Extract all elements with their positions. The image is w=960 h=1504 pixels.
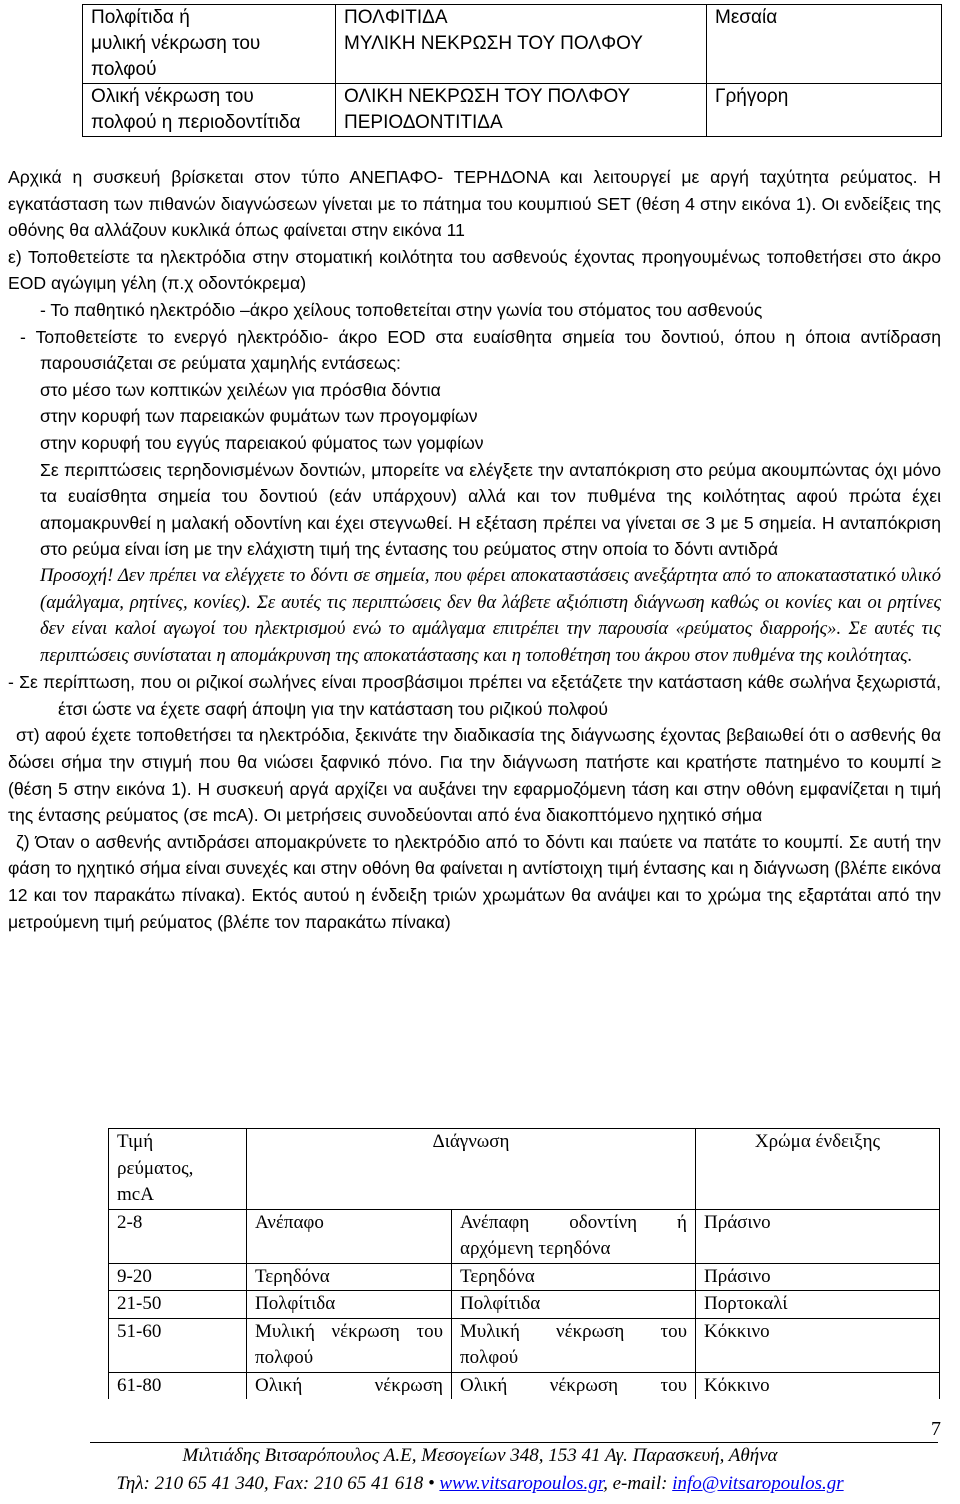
cell-text: Μυλική νέκρωση του xyxy=(460,1320,687,1342)
table-cell: Τερηδόνα xyxy=(452,1263,696,1291)
paragraph-carious-teeth: Σε περιπτώσεις τερηδονισμένων δοντιών, μπορείτε να ελέγξετε την ανταπόκριση στο ρεύμα ακουμπώντας όχι μόνο τα ευαίσθητα σημεία του δοντιού (εάν υπάρχουν) αλλά και τον πυθμένα της κοιλότητας αφού πρώτα έχει απομακρυνθεί η μαλακή οδοντίνη και έχει στεγνωθεί. Η εξέταση πρέπει να γίνεται σε 3 με 5 σημεία. Η ανταπόκριση στο ρεύμα είναι ίση με την ελάχιστη τιμή της έντασης του ρεύματος στην οποία το δόντι αντιδρά xyxy=(40,459,941,560)
paragraph-warning: Προσοχή! Δεν πρέπει να ελέγχετε το δόντι σε σημεία, που φέρει αποκαταστάσεις ανεξάρτητα από το αποκαταστατικό υλικό (αμάλγαμα, ρητίνες, κονίες). Σε αυτές τις περιπτώσεις δεν θα λάβετε αξιόπιστη διάγνωση καθώς οι κονίες και οι ρητίνες δεν είναι καλοί αγωγοί του ηλεκτρισμού ενώ το αμάλγαμα επιτρέπει την παρουσία «ρεύματος διαρροής». Σε αυτές τις περιπτώσεις συνίσταται η απομάκρυνση της αποκατάστασης και η τοποθέτηση του άκρου στον πυθμένα της κοιλότητας. xyxy=(40,564,941,666)
table-row xyxy=(109,1209,940,1263)
cell-text: ΠΕΡΙΟΔΟΝΤΙΤΙΔΑ xyxy=(344,112,503,133)
cell-text: πολφού xyxy=(91,59,157,80)
cell-text: Ολική νέκρωση του xyxy=(91,86,254,107)
table-cell: Κόκκινο xyxy=(696,1372,940,1399)
table-cell: 61-80 xyxy=(109,1372,247,1399)
diagnosis-speed-table xyxy=(82,4,942,137)
table-cell: 51-60 xyxy=(109,1318,247,1372)
page-number: 7 xyxy=(931,1418,941,1440)
table-cell: Ανέπαφο xyxy=(247,1209,452,1263)
table-cell: 2-8 xyxy=(109,1209,247,1263)
table-cell xyxy=(336,84,707,137)
table-cell: Τερηδόνα xyxy=(247,1263,452,1291)
table-cell: Κόκκινο xyxy=(696,1318,940,1372)
cell-text: μυλική νέκρωση του xyxy=(91,33,261,54)
cell-text: πολφού xyxy=(460,1347,519,1368)
footer-company-address: Μιλτιάδης Βιτσαρόπουλος Α.Ε, Μεσογείων 348, 153 41 Αγ. Παρασκευή, Αθήνα xyxy=(182,1445,778,1466)
table-cell: Πορτοκαλί xyxy=(696,1291,940,1319)
body-text xyxy=(8,164,941,935)
footer-phone-fax: Τηλ: 210 65 41 340, Fax: 210 65 41 618 • xyxy=(116,1473,440,1494)
table-row xyxy=(109,1263,940,1291)
list-item: στην κορυφή των παρειακών φυμάτων των προγομφίων xyxy=(40,406,478,427)
table-cell: Μυλική νέκρωση του πολφού xyxy=(247,1318,452,1372)
table-cell: Ολική νέκρωση xyxy=(247,1372,452,1399)
website-link[interactable]: www.vitsaropoulos.gr xyxy=(439,1473,604,1494)
list-item: στο μέσο των κοπτικών χειλέων για πρόσθια δόντια xyxy=(40,379,441,400)
paragraph-active-electrode: - Τοποθετείστε το ενεργό ηλεκτρόδιο- άκρο EOD στα ευαίσθητα σημεία του δοντιού, όπου η όποια αντίδραση παρουσιάζεται σε ρεύματα χαμηλής εντάσεως: xyxy=(20,326,941,374)
paragraph-step-e: ε) Τοποθετείστε τα ηλεκτρόδια στην στοματική κοιλότητα του ασθενούς έχοντας προηγουμένως τοποθετήσει στο άκρο EOD αγώγιμη γέλη (π.χ οδοντόκρεμα) xyxy=(8,246,941,294)
table-row xyxy=(83,5,942,84)
cell-text: ρεύματος, xyxy=(117,1157,194,1179)
table-cell: Πράσινο xyxy=(696,1263,940,1291)
cell-text: mcA xyxy=(117,1184,154,1205)
table-cell: Ολική νέκρωση του xyxy=(452,1372,696,1399)
cell-text: ΠΟΛΦΙΤΙΔΑ xyxy=(344,7,448,28)
cell-text: ΜΥΛΙΚΗ ΝΕΚΡΩΣΗ ΤΟΥ ΠΟΛΦΟΥ xyxy=(344,33,643,54)
cell-text: Τιμή xyxy=(117,1131,154,1152)
cell-text: Πολφίτιδα ή xyxy=(91,7,190,28)
table-header-cell: Χρώμα ένδειξης xyxy=(696,1129,940,1210)
table-row xyxy=(109,1372,940,1399)
table-row xyxy=(109,1318,940,1372)
table-cell: Πράσινο xyxy=(696,1209,940,1263)
table-row xyxy=(83,84,942,137)
cell-text: αρχόμενη τερηδόνα xyxy=(460,1238,611,1259)
paragraph-step-st: στ) αφού έχετε τοποθετήσει τα ηλεκτρόδια, ξεκινάτε την διαδικασία της διάγνωσης έχοντας βεβαιωθεί ότι ο ασθενής θα δώσει σήμα την στιγμή που θα νιώσει ξαφνικό πόνο. Για την διάγνωση πατήστε και κρατήστε πατημένο το κουμπί ≥ (θέση 5 στην εικόνα 1). Η συσκευή αργά αρχίζει να αυξάνει την εφαρμοζόμενη τάση και στην οθόνη εμφανίζεται η τιμή της έντασης ρεύματος (σε mcA). Οι μετρήσεις συνοδεύονται από ένα διακοπτόμενο ηχητικό σήμα xyxy=(8,725,941,826)
table-cell xyxy=(83,5,336,84)
table-cell: Πολφίτιδα xyxy=(247,1291,452,1319)
paragraph-step-z: ζ) Όταν ο ασθενής αντιδράσει απομακρύνετε το ηλεκτρόδιο από το δόντι και παύετε να πατάτε το κουμπί. Σε αυτή την φάση το ηχητικό σήμα είναι συνεχές και στην οθόνη θα φαίνεται η αντίστοιχη τιμή έντασης και η διάγνωση (βλέπε εικόνα 12 και τον παρακάτω πίνακα). Εκτός αυτού η ένδειξη τριών χρωμάτων θα ανάψει και το χρώμα της εξαρτάται από την μετρούμενη τιμή ρεύματος (βλέπε τον παρακάτω πίνακα) xyxy=(8,831,941,932)
table-cell: Πολφίτιδα xyxy=(452,1291,696,1319)
table-cell xyxy=(452,1209,696,1263)
table-cell: 9-20 xyxy=(109,1263,247,1291)
footer-divider xyxy=(90,1442,938,1443)
table-cell xyxy=(83,84,336,137)
table-cell xyxy=(336,5,707,84)
table-cell xyxy=(707,84,942,137)
footer-email-label: , e-mail: xyxy=(603,1473,673,1494)
table-row xyxy=(109,1291,940,1319)
cell-text: ΟΛΙΚΗ ΝΕΚΡΩΣΗ ΤΟΥ ΠΟΛΦΟΥ xyxy=(344,86,631,107)
cell-text: Γρήγορη xyxy=(715,86,789,107)
cell-text: Ανέπαφη οδοντίνη ή xyxy=(460,1211,687,1233)
table-cell xyxy=(707,5,942,84)
table-header-cell: Διάγνωση xyxy=(247,1129,696,1210)
paragraph-intro: Αρχικά η συσκευή βρίσκεται στον τύπο ΑΝΕΠΑΦΟ- ΤΕΡΗΔΟΝΑ και λειτουργεί με αργή ταχύτητα ρεύματος. Η εγκατάσταση των πιθανών διαγνώσεων γίνεται με το πάτημα του κουμπιού SET (θέση 4 στην εικόνα 1). Οι ενδείξεις της οθόνης θα αλλάζουν κυκλικά όπως φαίνεται στην εικόνα 11 xyxy=(8,167,941,241)
email-link[interactable]: info@vitsaropoulos.gr xyxy=(672,1473,844,1494)
cell-text: πολφού η περιοδοντίτιδα xyxy=(91,112,301,133)
table-cell xyxy=(452,1318,696,1372)
paragraph-passive-electrode: - Το παθητικό ηλεκτρόδιο –άκρο χείλους τοποθετείται στην γωνία του στόματος του ασθενούς xyxy=(40,299,763,320)
list-item: στην κορυφή του εγγύς παρειακού φύματος των γομφίων xyxy=(40,432,484,453)
table-header-cell xyxy=(109,1129,247,1210)
cell-text: Μεσαία xyxy=(715,7,778,28)
table-header-row xyxy=(109,1129,940,1210)
paragraph-root-canals: - Σε περίπτωση, που οι ριζικοί σωλήνες είναι προσβάσιμοι πρέπει να εξετάζετε την κατάσταση κάθε σωλήνα ξεχωριστά, έτσι ώστε να έχετε σαφή άποψη για την κατάσταση του ριζικού πολφού xyxy=(8,672,941,719)
table-cell: 21-50 xyxy=(109,1291,247,1319)
current-diagnosis-table xyxy=(108,1128,940,1399)
footer-contact xyxy=(0,1473,960,1495)
